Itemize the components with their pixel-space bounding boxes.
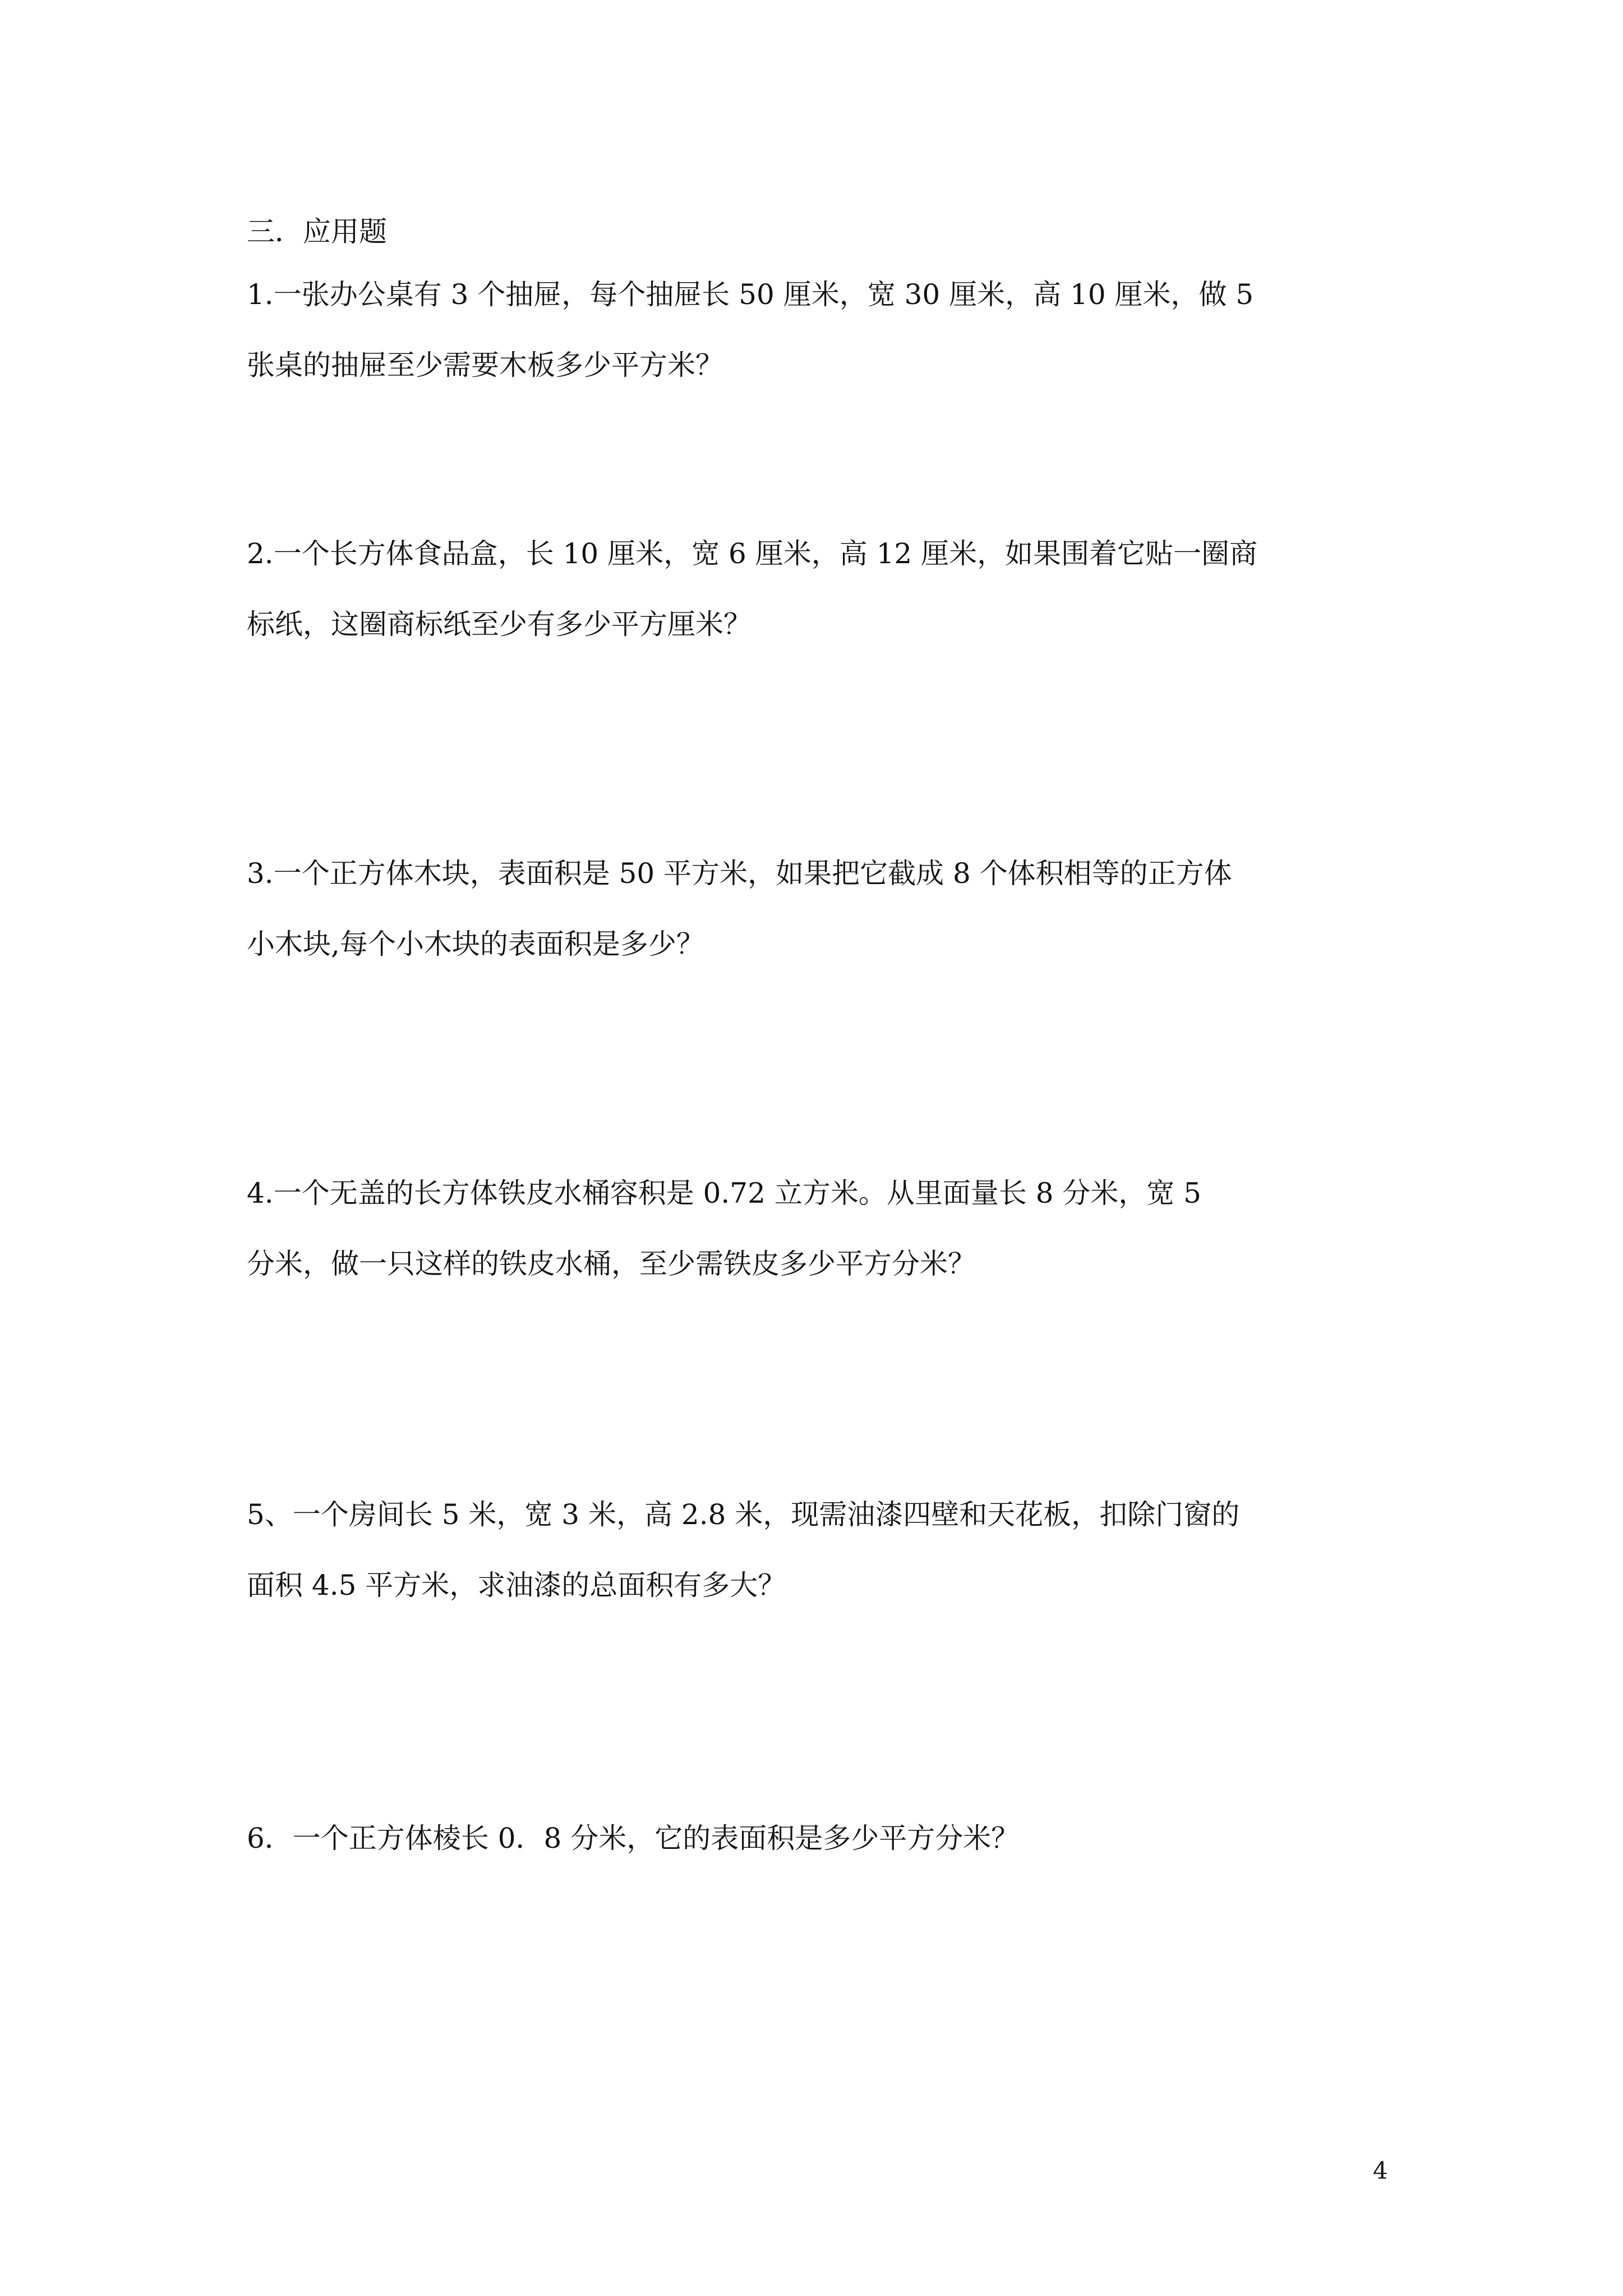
- page-number: 4: [1373, 2157, 1388, 2184]
- question-line: 4.一个无盖的长方体铁皮水桶容积是 0.72 立方米。从里面量长 8 分米，宽 5: [247, 1177, 1202, 1209]
- question-line: 张桌的抽屉至少需要木板多少平方米？: [247, 349, 723, 381]
- question-line: 分米，做一只这样的铁皮水桶，至少需铁皮多少平方分米？: [247, 1248, 976, 1280]
- question-line: 面积 4.5 平方米，求油漆的总面积有多大？: [247, 1569, 786, 1602]
- question-line: 6．一个正方体棱长 0．8 分米，它的表面积是多少平方分米？: [247, 1822, 1020, 1855]
- question-1: [247, 275, 1267, 385]
- question-line: 标纸，这圈商标纸至少有多少平方厘米？: [247, 608, 751, 641]
- question-5: [247, 1495, 1267, 1605]
- question-line: 小木块,每个小木块的表面积是多少？: [247, 928, 704, 960]
- section-title: 三．应用题: [247, 215, 387, 248]
- question-line: 2.一个长方体食品盒，长 10 厘米，宽 6 厘米，高 12 厘米，如果围着它贴一圈商: [247, 537, 1258, 570]
- question-4: [247, 1174, 1267, 1283]
- question-6: [247, 1819, 1267, 1858]
- question-line: 1.一张办公桌有 3 个抽屉，每个抽屉长 50 厘米，宽 30 厘米，高 10 厘米，做 5: [247, 278, 1254, 311]
- question-3: [247, 854, 1267, 964]
- question-line: 3.一个正方体木块，表面积是 50 平方米，如果把它截成 8 个体积相等的正方体: [247, 857, 1232, 890]
- question-2: [247, 534, 1267, 644]
- question-line: 5、一个房间长 5 米，宽 3 米，高 2.8 米，现需油漆四壁和天花板，扣除门窗的: [247, 1498, 1240, 1531]
